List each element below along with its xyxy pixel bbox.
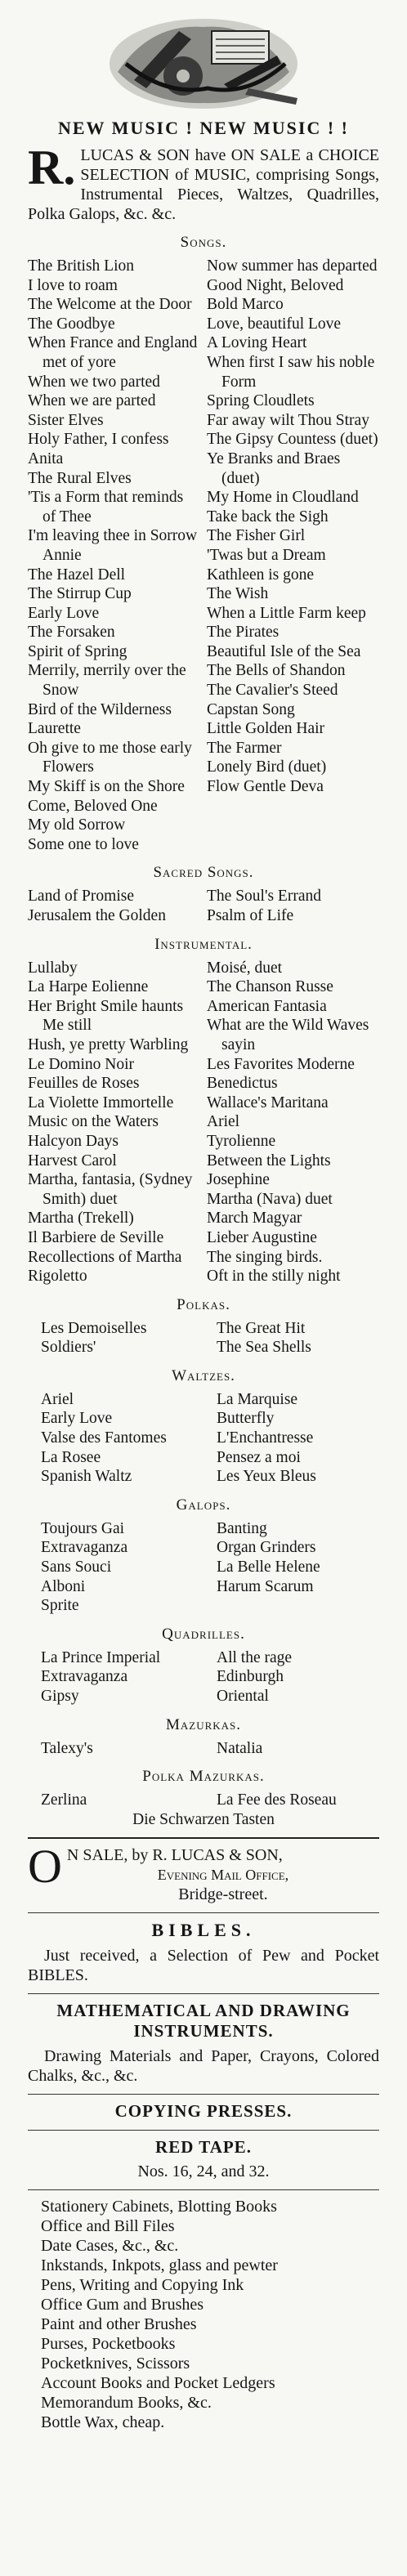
list-item: Lonely Bird (duet) <box>207 758 327 776</box>
list-item: American Fantasia <box>207 997 327 1015</box>
stationery-list <box>28 2197 379 2432</box>
list-item: Jerusalem the Golden <box>28 907 166 924</box>
section-rule <box>28 1993 379 1994</box>
stationery-item: Inkstands, Inkpots, glass and pewter <box>41 2256 278 2275</box>
list-row <box>28 1319 379 1339</box>
list-item: Capstan Song <box>207 700 295 718</box>
list-item: Take back the Sigh <box>207 508 329 525</box>
list-item: The singing birds. <box>207 1248 323 1266</box>
list-item: When France and England met of yore <box>28 334 198 371</box>
musical-instruments-vignette <box>101 7 306 113</box>
list-item: Ariel <box>207 1113 240 1131</box>
intro-text: LUCAS & SON have ON SALE a CHOICE SELECTION of MUSIC, comprising Songs, Instrumental Pieces, Waltzes, Quadrilles, Polka Galops, &c. &c. <box>28 146 379 223</box>
list-item: Lieber Augustine <box>207 1228 317 1246</box>
list-item: La Belle Helene <box>217 1559 320 1576</box>
list-item: Harvest Carol <box>28 1152 117 1169</box>
list-item: Pensez a moi <box>217 1448 301 1466</box>
copying-presses-title: COPYING PRESSES. <box>114 2101 293 2122</box>
list-item: Flow Gentle Deva <box>207 778 324 796</box>
instrumental-right-column <box>200 959 379 1286</box>
list-row <box>28 1577 379 1597</box>
list-item: The Stirrup Cup <box>28 585 132 603</box>
galops-list <box>28 1519 379 1616</box>
list-row <box>28 1791 379 1810</box>
list-item: La Prince Imperial <box>41 1648 161 1666</box>
red-tape-title: RED TAPE. <box>155 2137 252 2158</box>
on-sale-dropcap: O <box>28 1840 62 1894</box>
list-item: The Goodbye <box>28 315 115 333</box>
list-row <box>28 1667 379 1687</box>
section-rule <box>28 2094 379 2095</box>
list-item: Holy Father, I confess <box>28 431 169 449</box>
list-item: Toujours Gai <box>41 1519 125 1537</box>
list-item: When we two parted <box>28 373 160 391</box>
list-item: Sans Souci <box>41 1559 112 1576</box>
stationery-item: Memorandum Books, &c. <box>41 2394 212 2413</box>
list-item: Anita <box>28 449 64 467</box>
list-item: Early Love <box>28 604 100 622</box>
list-item: Edinburgh <box>217 1668 284 1686</box>
list-item: I love to roam <box>28 276 118 294</box>
bibles-text: Just received, a Selection of Pew and Pocket BIBLES. <box>28 1947 379 1985</box>
stationery-item: Paint and other Brushes <box>41 2315 197 2334</box>
list-item: Little Golden Hair <box>207 720 325 738</box>
list-item: Merrily, merrily over the Snow <box>28 662 186 700</box>
list-item: Recollections of Martha <box>28 1248 182 1266</box>
list-item: The Soul's Errand <box>207 888 321 906</box>
list-item: A Loving Heart <box>207 334 307 352</box>
list-item: Les Favorites Moderne <box>207 1055 355 1073</box>
list-item: Butterfly <box>217 1410 275 1428</box>
section-rule <box>28 1912 379 1913</box>
new-music-heading: NEW MUSIC ! NEW MUSIC ! ! <box>58 118 349 138</box>
list-item: Ariel <box>41 1390 74 1408</box>
list-item: L'Enchantresse <box>217 1429 314 1447</box>
list-item: Martha, fantasia, (Sydney Smith) duet <box>28 1171 193 1208</box>
list-row <box>28 1448 379 1468</box>
quadrilles-list <box>28 1648 379 1706</box>
list-item: When we are parted <box>28 392 156 410</box>
list-item: Moisé, duet <box>207 959 283 977</box>
list-item: Rigoletto <box>28 1268 87 1286</box>
list-item: Hush, ye pretty Warbling <box>28 1035 189 1053</box>
polkas-heading: Polkas. <box>177 1295 230 1313</box>
list-item: My Skiff is on the Shore <box>28 778 185 796</box>
list-item: Organ Grinders <box>217 1539 316 1557</box>
list-item: When first I saw his noble Form <box>207 353 375 391</box>
list-item: All the rage <box>217 1648 293 1666</box>
list-item: La Violette Immortelle <box>28 1093 174 1111</box>
list-item: The Fisher Girl <box>207 527 306 545</box>
list-item: Lullaby <box>28 959 78 977</box>
list-item: Oh give to me those early Flowers <box>28 739 192 776</box>
list-item: The British Lion <box>28 257 134 275</box>
stationery-item: Stationery Cabinets, Blotting Books <box>41 2198 277 2216</box>
sacred-songs-heading: Sacred Songs. <box>153 864 254 882</box>
list-item: Les Yeux Bleus <box>217 1468 316 1486</box>
list-item: Spirit of Spring <box>28 642 127 660</box>
list-row <box>28 1390 379 1410</box>
list-item: Early Love <box>41 1410 113 1428</box>
mazurkas-list <box>28 1739 379 1759</box>
list-item: Banting <box>217 1519 267 1537</box>
list-item: Now summer has departed <box>207 257 378 275</box>
stationery-item: Account Books and Pocket Ledgers <box>41 2374 275 2393</box>
list-item: The Chanson Russe <box>207 978 333 996</box>
list-item: Oriental <box>217 1688 269 1705</box>
list-item: Josephine <box>207 1171 270 1189</box>
list-item: I'm leaving thee in Sorrow Annie <box>28 527 198 564</box>
intro-dropcap: R. <box>28 141 76 195</box>
list-item: Spanish Waltz <box>41 1468 132 1486</box>
list-item: Benedictus <box>207 1075 278 1093</box>
stationery-item: Office and Bill Files <box>41 2217 175 2236</box>
list-item: The Pirates <box>207 624 280 642</box>
list-row <box>28 1467 379 1487</box>
list-item: Bird of the Wilderness <box>28 700 172 718</box>
list-item: Sprite <box>41 1597 79 1615</box>
list-item: The Wish <box>207 585 269 603</box>
stationery-item: Date Cases, &c., &c. <box>41 2237 179 2256</box>
on-sale-text: N SALE, by R. LUCAS & SON, <box>66 1846 283 1865</box>
list-item: 'Tis a Form that reminds of Thee <box>28 489 184 525</box>
list-item: Martha (Trekell) <box>28 1210 134 1228</box>
list-item <box>204 1596 379 1616</box>
quadrilles-heading: Quadrilles. <box>162 1625 245 1643</box>
list-item: The Hazel Dell <box>28 566 126 584</box>
waltzes-heading: Waltzes. <box>172 1366 235 1384</box>
list-item: The Cavalier's Steed <box>207 682 338 700</box>
stationery-item: Office Gum and Brushes <box>41 2296 204 2314</box>
list-item: Halcyon Days <box>28 1132 119 1150</box>
list-item: Extravaganza <box>41 1539 128 1557</box>
instrumental-left-column <box>28 959 200 1286</box>
list-item: The Farmer <box>207 739 282 757</box>
list-item: Kathleen is gone <box>207 566 315 584</box>
list-item: The Sea Shells <box>217 1339 311 1357</box>
polka-mazurkas-heading: Polka Mazurkas. <box>142 1768 265 1786</box>
list-item: Il Barbiere de Seville <box>28 1228 164 1246</box>
list-row <box>28 1409 379 1429</box>
songs-list <box>28 257 379 854</box>
section-rule <box>28 1837 379 1839</box>
instrumental-heading: Instrumental. <box>154 935 253 953</box>
list-item: What are the Wild Waves sayin <box>207 1017 369 1053</box>
list-item: 'Twas but a Dream <box>207 546 326 564</box>
list-item: Come, Beloved One <box>28 797 158 815</box>
songs-left-column <box>28 257 200 854</box>
list-item: Sister Elves <box>28 411 104 429</box>
stationery-item: Pocketknives, Scissors <box>41 2355 190 2373</box>
list-item: The Forsaken <box>28 624 115 642</box>
list-item: Tyrolienne <box>207 1132 276 1150</box>
list-item: March Magyar <box>207 1210 302 1228</box>
mazurkas-heading: Mazurkas. <box>165 1715 242 1733</box>
list-item: Laurette <box>28 720 81 738</box>
list-row <box>28 1429 379 1448</box>
list-row <box>28 1558 379 1577</box>
list-item: Some one to love <box>28 835 139 853</box>
math-instruments-title: MATHEMATICAL AND DRAWING INSTRUMENTS. <box>56 2001 351 2042</box>
list-item: Le Domino Noir <box>28 1055 134 1073</box>
intro-paragraph <box>28 141 379 224</box>
list-item: Alboni <box>41 1577 86 1595</box>
sacred-songs-list <box>28 887 379 925</box>
bibles-title: BIBLES. <box>151 1920 256 1941</box>
list-item: My Home in Cloudland <box>207 489 359 507</box>
list-item: Spring Cloudlets <box>207 392 315 410</box>
list-row <box>28 1739 379 1759</box>
list-item: Les Demoiselles <box>41 1319 147 1337</box>
list-row <box>28 1338 379 1357</box>
list-item: Ye Branks and Braes (duet) <box>207 449 341 487</box>
list-item: My old Sorrow <box>28 816 126 834</box>
list-item: Psalm of Life <box>207 907 294 924</box>
list-item: The Rural Elves <box>28 469 132 487</box>
list-row <box>28 1519 379 1539</box>
list-item: Music on the Waters <box>28 1113 159 1131</box>
list-item: Between the Lights <box>207 1152 331 1169</box>
list-item: Harum Scarum <box>217 1577 314 1595</box>
songs-right-column <box>200 257 379 854</box>
polka-mazurka-last: Die Schwarzen Tasten <box>132 1810 275 1828</box>
list-row <box>28 1596 379 1616</box>
list-row <box>28 1538 379 1558</box>
list-item: When a Little Farm keep <box>207 604 366 622</box>
list-item: Wallace's Maritana <box>207 1093 329 1111</box>
list-row <box>28 1648 379 1668</box>
list-item: Land of Promise <box>28 888 134 906</box>
on-sale-street: Bridge-street. <box>178 1885 268 1904</box>
sacred-left-column <box>28 887 200 925</box>
list-item: The Great Hit <box>217 1319 306 1337</box>
red-tape-numbers: Nos. 16, 24, and 32. <box>137 2162 270 2181</box>
instrumental-list <box>28 959 379 1286</box>
on-sale-office: Evening Mail Office, <box>157 1867 289 1884</box>
stationery-item: Bottle Wax, cheap. <box>41 2413 165 2432</box>
list-item: Extravaganza <box>41 1668 128 1686</box>
list-item: Bold Marco <box>207 296 284 314</box>
list-item: La Harpe Eolienne <box>28 978 149 996</box>
section-rule <box>28 2189 379 2190</box>
section-rule <box>28 2130 379 2131</box>
list-item: Oft in the stilly night <box>207 1268 341 1286</box>
list-item: Good Night, Beloved <box>207 276 344 294</box>
list-item: Valse des Fantomes <box>41 1429 167 1447</box>
polkas-list <box>28 1319 379 1357</box>
list-item: La Fee des Roseau <box>217 1791 337 1809</box>
list-row <box>28 1687 379 1706</box>
list-item: Zerlina <box>41 1791 87 1809</box>
list-item: La Rosee <box>41 1448 101 1466</box>
list-item: Love, beautiful Love <box>207 315 342 333</box>
list-item: The Bells of Shandon <box>207 662 346 680</box>
list-item: Martha (Nava) duet <box>207 1190 333 1208</box>
list-item: Her Bright Smile haunts Me still <box>28 997 184 1035</box>
polka-mazurkas-list <box>28 1791 379 1810</box>
waltzes-list <box>28 1390 379 1487</box>
list-item: Natalia <box>217 1739 263 1757</box>
list-item: Feuilles de Roses <box>28 1075 140 1093</box>
galops-heading: Galops. <box>176 1496 231 1514</box>
list-item: Far away wilt Thou Stray <box>207 411 369 429</box>
songs-heading: Songs. <box>180 234 227 251</box>
sacred-right-column <box>200 887 379 925</box>
list-item: Beautiful Isle of the Sea <box>207 642 361 660</box>
list-item: Gipsy <box>41 1688 79 1705</box>
stationery-item: Purses, Pocketbooks <box>41 2335 176 2354</box>
on-sale-notice <box>28 1840 379 1904</box>
list-item: Talexy's <box>41 1739 93 1757</box>
list-item: La Marquise <box>217 1390 298 1408</box>
list-item: The Gipsy Countess (duet) <box>207 431 378 449</box>
list-item: Soldiers' <box>41 1339 96 1357</box>
math-instruments-text: Drawing Materials and Paper, Crayons, Colored Chalks, &c., &c. <box>28 2047 379 2086</box>
stationery-item: Pens, Writing and Copying Ink <box>41 2276 244 2295</box>
list-item: The Welcome at the Door <box>28 296 192 314</box>
